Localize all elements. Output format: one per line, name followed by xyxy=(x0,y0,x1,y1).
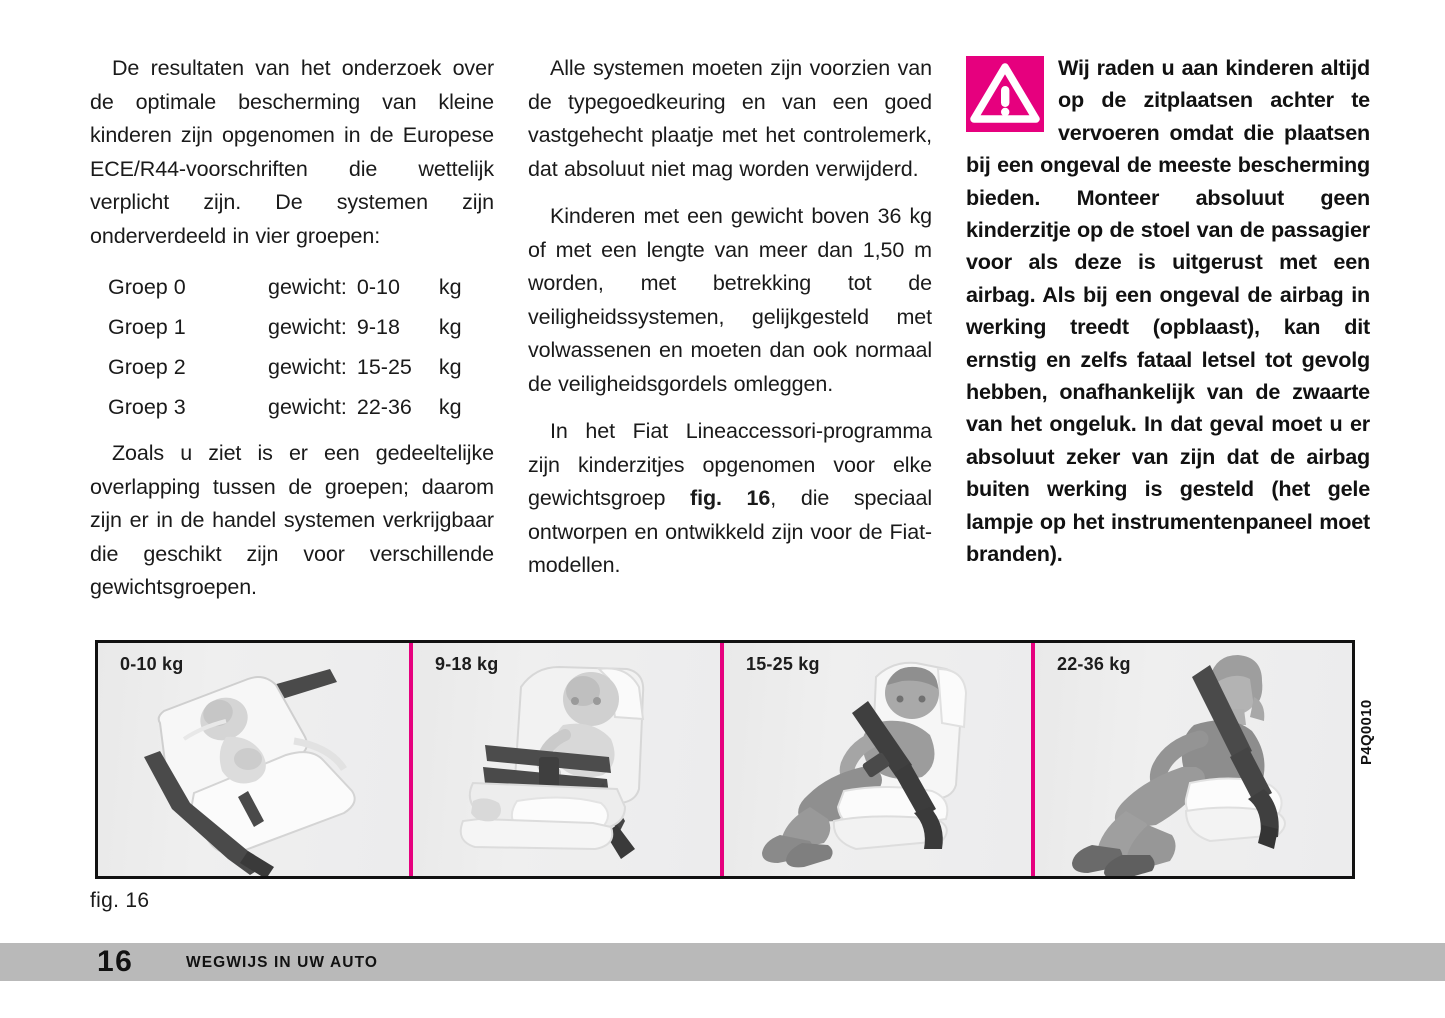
figure-16-panel-strip xyxy=(95,640,1355,879)
column-two xyxy=(528,52,932,583)
warning-triangle-icon xyxy=(966,56,1044,132)
table-row xyxy=(90,387,494,427)
group-weight-value: 9-18 xyxy=(356,315,400,339)
child-booster-seat-illustration xyxy=(724,643,1031,876)
group-name: Groep 3 xyxy=(108,395,186,419)
panel-label: 22-36 kg xyxy=(1057,654,1131,674)
panel-label: 0-10 kg xyxy=(120,654,184,674)
col2-paragraph-1: Alle systemen moeten zijn voorzien van de typegoedkeuring en van een goed vastgehecht plaatje met het controlemerk, dat absoluut niet mag worden verwijderd. xyxy=(528,56,932,181)
col2-paragraph-3 xyxy=(528,415,932,583)
warning-text: Wij raden u aan kinderen altijd op de zitplaatsen achter te vervoeren omdat die plaatsen bij een ongeval de meeste bescherming bieden. Monteer absoluut geen kinderzitje op de stoel van de passagier voor als deze is uitgerust met een airbag. Als bij een ongeval de airbag in werking treedt (opblaast), kan dit ernstig en zelfs fataal letsel tot gevolg hebben, onafhankelijk van de zwaarte van het ongeluk. In dat geval moet u er absoluut zeker van zijn dat de airbag buiten werking is gesteld (het gele lampje op het instrumentenpaneel moet branden). xyxy=(966,55,1370,567)
figure-panel-22-36kg xyxy=(1031,643,1352,876)
page-number: 16 xyxy=(97,945,134,978)
group-name: Groep 1 xyxy=(108,315,186,339)
figure-code: P4Q0010 xyxy=(1358,699,1375,765)
table-row xyxy=(90,347,494,387)
table-row xyxy=(90,267,494,307)
text-columns xyxy=(90,52,1375,599)
col2-paragraph-2: Kinderen met een gewicht boven 36 kg of met een lengte van meer dan 1,50 m worden, met betrekking tot de veiligheidssystemen, gelijkgesteld met volwassenen en moeten dan ook normaal de veiligheidsgordels omleggen. xyxy=(528,204,932,396)
group-weight-label: gewicht: xyxy=(268,275,347,299)
column-three-warning xyxy=(966,52,1370,571)
col1-paragraph-2: Zoals u ziet is er een gedeeltelijke overlapping tussen de groepen; daarom zijn er in de handel systemen verkrijgbaar die geschikt zijn voor verschillende gewichtsgroepen. xyxy=(90,441,494,599)
group-weight-value: 0-10 xyxy=(356,275,400,299)
table-row xyxy=(90,307,494,347)
group-name: Groep 2 xyxy=(108,355,186,379)
group-weight-unit: kg xyxy=(438,275,462,299)
group-name: Groep 0 xyxy=(108,275,186,299)
col1-paragraph-1: De resultaten van het onderzoek over de optimale bescherming van kleine kinderen zijn opgenomen in de Europese ECE/R44-voorschriften die wettelijk verplicht zijn. De systemen zijn onderverdeeld in vier groepen: xyxy=(90,56,494,248)
figure-caption: fig. 16 xyxy=(90,889,150,912)
older-child-booster-cushion-illustration xyxy=(1035,643,1352,876)
col2-p3-before: In het Fiat Lineaccessori-programma zijn kinderzitjes opgenomen voor elke gewichtsgroep xyxy=(528,419,932,510)
toddler-seat-harness-illustration xyxy=(413,643,720,876)
figure-panel-0-10kg xyxy=(98,643,409,876)
figure-panel-15-25kg xyxy=(720,643,1031,876)
figure-reference: fig. 16 xyxy=(690,486,771,510)
infant-carrier-rear-facing-illustration xyxy=(98,643,409,876)
column-one xyxy=(90,52,494,605)
panel-label: 15-25 kg xyxy=(746,654,820,674)
group-weight-label: gewicht: xyxy=(268,355,347,379)
group-weight-value: 22-36 xyxy=(356,395,412,419)
group-weight-unit: kg xyxy=(438,395,462,419)
group-weight-value: 15-25 xyxy=(356,355,412,379)
col2-p3-after: , die speciaal ontworpen en ontwikkeld zijn voor de Fiat-modellen. xyxy=(528,486,932,577)
panel-label: 9-18 kg xyxy=(435,654,499,674)
group-weight-unit: kg xyxy=(438,315,462,339)
warning-block xyxy=(966,52,1370,571)
group-weight-label: gewicht: xyxy=(268,315,347,339)
group-weight-label: gewicht: xyxy=(268,395,347,419)
weight-group-table xyxy=(90,267,494,427)
footer-section-title: WEGWIJS IN UW AUTO xyxy=(186,954,379,971)
figure-panel-9-18kg xyxy=(409,643,720,876)
group-weight-unit: kg xyxy=(438,355,462,379)
